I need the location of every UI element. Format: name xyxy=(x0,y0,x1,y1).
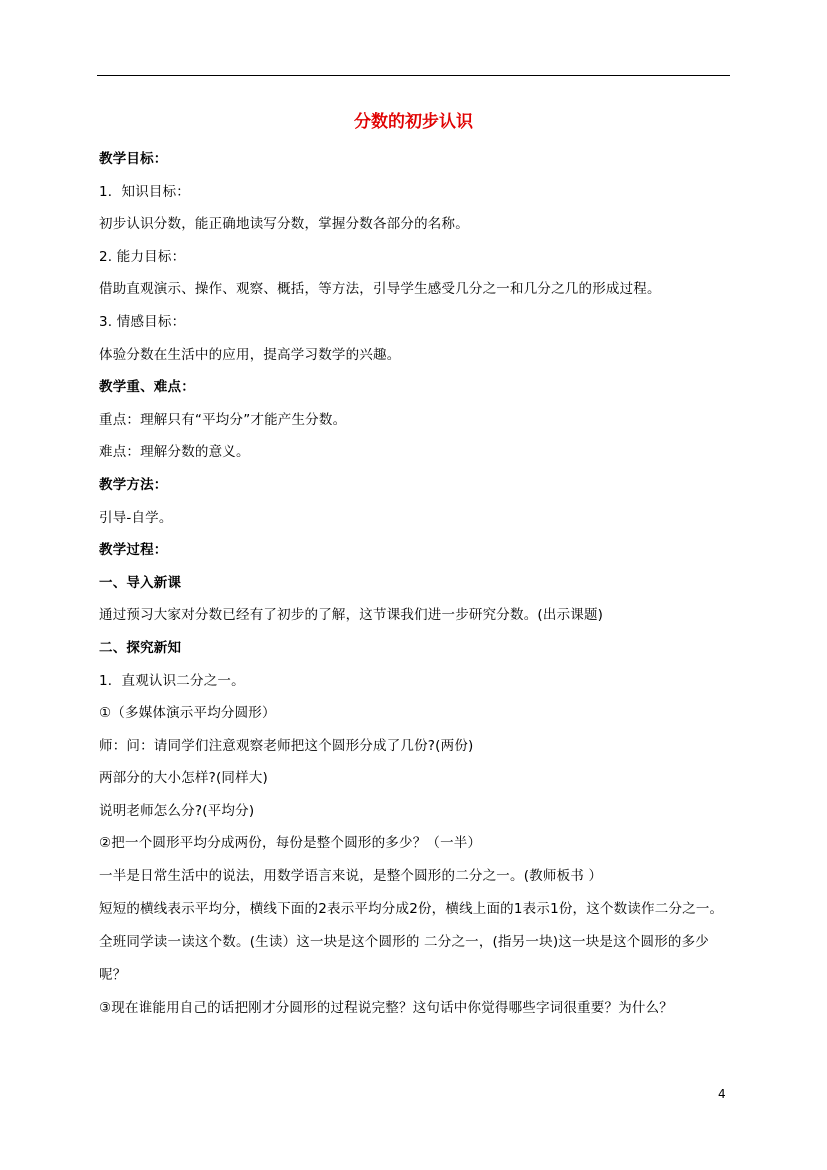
body-line: 引导-自学。 xyxy=(99,509,173,526)
document-title: 分数的初步认识 xyxy=(354,112,473,132)
section-heading: 二、探究新知 xyxy=(99,639,182,656)
body-line: 难点：理解分数的意义。 xyxy=(99,444,250,461)
body-line: 两部分的大小怎样?(同样大) xyxy=(99,770,268,787)
section-heading: 教学过程： xyxy=(99,542,168,559)
body-line: 通过预习大家对分数已经有了初步的了解，这节课我们进一步研究分数。(出示课题) xyxy=(99,607,604,624)
body-line: ③现在谁能用自己的话把刚才分圆形的过程说完整？这句话中你觉得哪些字词很重要？为什么？ xyxy=(99,999,674,1016)
section-heading: 教学重、难点： xyxy=(99,379,195,396)
body-line: 短短的横线表示平均分，横线下面的2表示平均分成2份，横线上面的1表示1份，这个数读作二分之一。 xyxy=(99,900,724,917)
section-heading: 教学目标： xyxy=(99,151,168,167)
body-line: 说明老师怎么分?(平均分) xyxy=(99,802,255,819)
body-line: 3. 情感目标： xyxy=(99,313,186,330)
body-line: 体验分数在生活中的应用，提高学习数学的兴趣。 xyxy=(99,346,401,363)
body-line: 1．知识目标： xyxy=(99,183,190,200)
document-body xyxy=(99,148,731,1029)
body-line: 借助直观演示、操作、观察、概括，等方法，引导学生感受几分之一和几分之几的形成过程。 xyxy=(99,281,661,298)
body-line: 2. 能力目标： xyxy=(99,248,186,265)
body-line: ①（多媒体演示平均分圆形） xyxy=(99,705,276,722)
page-number: 4 xyxy=(718,1087,726,1101)
body-line: 重点：理解只有“平均分”才能产生分数。 xyxy=(99,411,347,428)
body-line: 师：问：请同学们注意观察老师把这个圆形分成了几份?(两份) xyxy=(99,737,474,754)
body-line: 1．直观认识二分之一。 xyxy=(99,672,245,689)
body-line: 一半是日常生活中的说法，用数学语言来说，是整个圆形的二分之一。(教师板书 ） xyxy=(99,868,603,885)
header-rule xyxy=(97,75,730,76)
section-heading: 一、导入新课 xyxy=(99,574,182,591)
body-line: 初步认识分数，能正确地读写分数，掌握分数各部分的名称。 xyxy=(99,216,469,233)
body-line: ②把一个圆形平均分成两份，每份是整个圆形的多少？（一半） xyxy=(99,835,482,852)
body-line: 全班同学读一读这个数。(生读）这一块是这个圆形的 二分之一，(指另一块)这一块是这个圆形的多少呢？ xyxy=(99,933,709,983)
section-heading: 教学方法： xyxy=(99,476,168,493)
